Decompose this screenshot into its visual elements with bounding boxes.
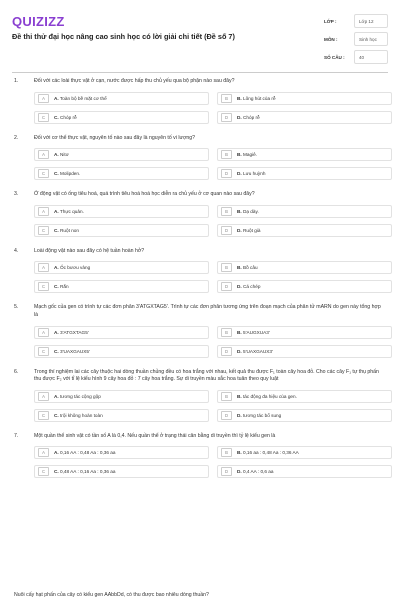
option-c[interactable]: [34, 224, 209, 237]
option-text: [54, 152, 69, 157]
option-label: Toàn bộ bề mặt cơ thể: [59, 95, 107, 101]
option-prefix: C.: [54, 412, 59, 418]
option-letter-box: D: [221, 467, 232, 476]
option-d[interactable]: [217, 345, 392, 358]
option-text: [237, 228, 260, 233]
question-text: Mạch gốc của gen có trình tự các đơn phân 3'ATGXTAG5'. Trình tự các đơn phân tương ứng trên đoạn mạch của phân tử mARN do gen này tổng hợp là: [34, 304, 381, 318]
subject-field: Sinh học: [354, 32, 388, 46]
option-prefix: D.: [237, 114, 242, 120]
question-5: [14, 304, 386, 357]
meta-row-subject: [324, 32, 388, 46]
option-prefix: B.: [237, 152, 242, 158]
option-label: Rắn: [60, 284, 69, 290]
option-d[interactable]: [217, 409, 392, 422]
option-b[interactable]: [217, 261, 392, 274]
question-text: Đối với cơ thể thực vật, nguyên tố nào sau đây là nguyên tố vi lượng?: [34, 134, 196, 141]
option-a[interactable]: [34, 446, 209, 459]
option-label: 0,4 AA : 0,6 aa: [243, 469, 274, 475]
question-text: Ở động vật có ống tiêu hoá, quá trình tiêu hoá hoá học diễn ra chủ yếu ở cơ quan nào sau đây?: [34, 191, 255, 198]
option-prefix: C.: [54, 114, 59, 120]
option-text: [54, 96, 107, 101]
option-letter-box: B: [221, 150, 232, 159]
option-b[interactable]: [217, 92, 392, 105]
option-letter-box: C: [38, 411, 49, 420]
option-text: [54, 469, 116, 474]
option-text: [54, 171, 80, 176]
option-letter-box: B: [221, 207, 232, 216]
option-prefix: D.: [237, 171, 242, 177]
option-label: Ruột non: [60, 227, 80, 233]
option-c[interactable]: [34, 111, 209, 124]
option-b[interactable]: [217, 205, 392, 218]
option-label: 0,16 aa : 0,48 Aa : 0,36 AA: [243, 450, 299, 456]
question-number: 7.: [14, 432, 19, 439]
option-text: [237, 115, 260, 120]
quizizz-logo: QUIZIZZ: [12, 14, 65, 29]
option-a[interactable]: [34, 261, 209, 274]
meta-panel: [324, 14, 388, 68]
options-grid: [34, 446, 386, 478]
question-number: 3.: [14, 191, 19, 198]
option-letter-box: D: [221, 169, 232, 178]
option-letter-box: C: [38, 113, 49, 122]
question-text: Đối với các loài thực vật ở cạn, nước được hấp thu chủ yếu qua bộ phận nào sau đây?: [34, 78, 235, 84]
question-number: 5.: [14, 304, 19, 311]
question-2: [14, 135, 386, 181]
option-letter-box: B: [221, 448, 232, 457]
option-label: Ốc bươu vàng: [60, 265, 91, 271]
question-text: Trong thí nghiệm lai các cây thuộc hai dòng thuần chủng đều có hoa trắng với nhau, kết quả thu được F₁ toàn cây hoa đỏ. Cho các cây F₁ tự thụ phấn thu được F₂ với tỉ lệ kiểu hình 9 cây hoa đỏ : 7 cây hoa trắng. Sự di truyền màu sắc hoa tuân theo quy luật: [34, 368, 379, 383]
option-text: [237, 349, 273, 354]
option-letter-box: B: [221, 328, 232, 337]
option-prefix: D.: [237, 227, 242, 233]
option-label: Magiê.: [243, 152, 258, 158]
option-label: 5'UAXGAUX3': [243, 348, 273, 354]
option-b[interactable]: [217, 326, 392, 339]
question-number: 2.: [14, 134, 19, 141]
meta-row-count: [324, 50, 388, 64]
header: [0, 0, 400, 72]
option-label: Bồ câu: [243, 265, 258, 271]
question-8-partial: [14, 592, 386, 598]
option-prefix: D.: [237, 469, 242, 475]
option-prefix: A.: [54, 95, 59, 101]
option-prefix: B.: [237, 208, 242, 214]
option-label: Lông hút của rễ: [243, 95, 276, 101]
question-number: 4.: [14, 247, 19, 254]
option-letter-box: C: [38, 347, 49, 356]
option-label: Nitơ: [60, 152, 69, 158]
option-b[interactable]: [217, 446, 392, 459]
option-label: 3'UAXGAUX5': [60, 348, 90, 354]
option-label: tương tác bổ sung: [243, 412, 282, 418]
option-prefix: A.: [54, 393, 59, 399]
options-grid: [34, 261, 386, 293]
option-d[interactable]: [217, 224, 392, 237]
option-label: Molipden.: [60, 171, 81, 177]
option-prefix: A.: [54, 329, 59, 335]
option-text: [237, 394, 297, 399]
option-label: Thực quản.: [59, 208, 84, 214]
option-letter-box: A: [38, 94, 49, 103]
class-field: Lớp 12: [354, 14, 388, 28]
question-1: [14, 78, 386, 124]
option-letter-box: D: [221, 282, 232, 291]
option-text: [54, 413, 103, 418]
option-b[interactable]: [217, 390, 392, 403]
option-letter-box: C: [38, 169, 49, 178]
option-letter-box: A: [38, 392, 49, 401]
option-text: [54, 115, 77, 120]
option-letter-box: A: [38, 263, 49, 272]
option-text: [237, 450, 299, 455]
option-prefix: D.: [237, 284, 242, 290]
question-list: [0, 78, 400, 489]
options-grid: [34, 205, 386, 237]
option-text: [54, 209, 84, 214]
option-prefix: C.: [54, 227, 59, 233]
question-text: Một quần thể sinh vật có tần số A là 0,4. Nếu quần thể ở trạng thái cân bằng di truyền thì tỷ lệ kiểu gen là: [34, 432, 276, 439]
option-d[interactable]: [217, 167, 392, 180]
question-3: [14, 191, 386, 237]
option-letter-box: B: [221, 94, 232, 103]
option-letter-box: D: [221, 411, 232, 420]
question-6: [14, 369, 386, 422]
option-c[interactable]: [34, 409, 209, 422]
question-7: [14, 433, 386, 479]
option-letter-box: D: [221, 113, 232, 122]
option-text: [237, 265, 258, 270]
option-text: [54, 330, 89, 335]
option-letter-box: C: [38, 226, 49, 235]
option-prefix: C.: [54, 348, 59, 354]
question-text: Loài động vật nào sau đây có hệ tuần hoàn hở?: [34, 247, 145, 254]
option-label: Cá chép: [243, 284, 261, 290]
option-text: [237, 469, 274, 474]
option-text: [237, 152, 257, 157]
option-d[interactable]: [217, 465, 392, 478]
header-divider: [12, 72, 388, 73]
option-a[interactable]: [34, 205, 209, 218]
option-text: [237, 330, 270, 335]
options-grid: [34, 92, 386, 124]
options-grid: [34, 326, 386, 358]
question-text: Nuôi cấy hạt phấn của cây có kiểu gen AAbbDd, có thu được bao nhiêu dòng thuần?: [14, 592, 209, 598]
option-label: 3'ATGXTAG5': [60, 329, 89, 335]
option-prefix: A.: [54, 265, 59, 271]
option-c[interactable]: [34, 167, 209, 180]
option-text: [237, 171, 265, 176]
option-prefix: A.: [54, 152, 59, 158]
question-number: 6.: [14, 368, 19, 375]
option-text: [54, 394, 101, 399]
option-label: Chóp rễ: [60, 114, 77, 120]
option-prefix: C.: [54, 171, 59, 177]
question-count-field: 40: [354, 50, 388, 64]
option-prefix: C.: [54, 469, 59, 475]
option-label: 5'AUGXUA3': [243, 329, 270, 335]
option-prefix: C.: [54, 284, 59, 290]
option-letter-box: D: [221, 226, 232, 235]
option-label: Lưu huỳnh: [243, 171, 266, 177]
page-title: Đề thi thử đại học nâng cao sinh học có lời giải chi tiết (Đề số 7): [12, 32, 235, 41]
option-label: 0,16 AA : 0,48 Aa : 0,36 aa: [60, 450, 116, 456]
option-letter-box: B: [221, 263, 232, 272]
option-label: Ruột già: [243, 227, 261, 233]
option-text: [54, 450, 116, 455]
option-letter-box: C: [38, 282, 49, 291]
option-letter-box: A: [38, 328, 49, 337]
question-number: 1.: [14, 78, 19, 84]
option-a[interactable]: [34, 92, 209, 105]
option-c[interactable]: [34, 345, 209, 358]
option-text: [237, 413, 281, 418]
option-prefix: D.: [237, 348, 242, 354]
option-prefix: B.: [237, 95, 242, 101]
option-a[interactable]: [34, 326, 209, 339]
option-letter-box: D: [221, 347, 232, 356]
option-a[interactable]: [34, 390, 209, 403]
option-letter-box: A: [38, 207, 49, 216]
option-d[interactable]: [217, 111, 392, 124]
option-label: 0,48 AA : 0,16 Aa : 0,36 aa: [60, 469, 116, 475]
meta-row-class: [324, 14, 388, 28]
option-letter-box: C: [38, 467, 49, 476]
option-letter-box: A: [38, 150, 49, 159]
option-text: [54, 284, 69, 289]
option-c[interactable]: [34, 280, 209, 293]
option-prefix: A.: [54, 208, 59, 214]
question-4: [14, 248, 386, 294]
option-text: [54, 228, 79, 233]
option-letter-box: A: [38, 448, 49, 457]
option-text: [237, 284, 260, 289]
option-label: trội không hoàn toàn: [60, 412, 103, 418]
meta-label: LỚP :: [324, 18, 337, 24]
option-prefix: B.: [237, 265, 242, 271]
option-prefix: A.: [54, 450, 59, 456]
option-text: [54, 349, 90, 354]
option-c[interactable]: [34, 465, 209, 478]
option-text: [237, 96, 276, 101]
option-prefix: D.: [237, 412, 242, 418]
option-prefix: B.: [237, 450, 242, 456]
option-label: Chóp rễ: [243, 114, 260, 120]
option-a[interactable]: [34, 148, 209, 161]
meta-label: MÔN :: [324, 36, 338, 42]
option-label: tác động đa hiệu của gen.: [243, 393, 297, 399]
option-d[interactable]: [217, 280, 392, 293]
option-prefix: B.: [237, 329, 242, 335]
option-letter-box: B: [221, 392, 232, 401]
option-text: [54, 265, 90, 270]
option-label: Dạ dày.: [243, 208, 259, 214]
option-prefix: B.: [237, 393, 242, 399]
options-grid: [34, 390, 386, 422]
option-text: [237, 209, 259, 214]
option-b[interactable]: [217, 148, 392, 161]
meta-label: SỐ CÂU :: [324, 54, 345, 60]
options-grid: [34, 148, 386, 180]
option-label: tương tác cộng gộp: [60, 393, 101, 399]
